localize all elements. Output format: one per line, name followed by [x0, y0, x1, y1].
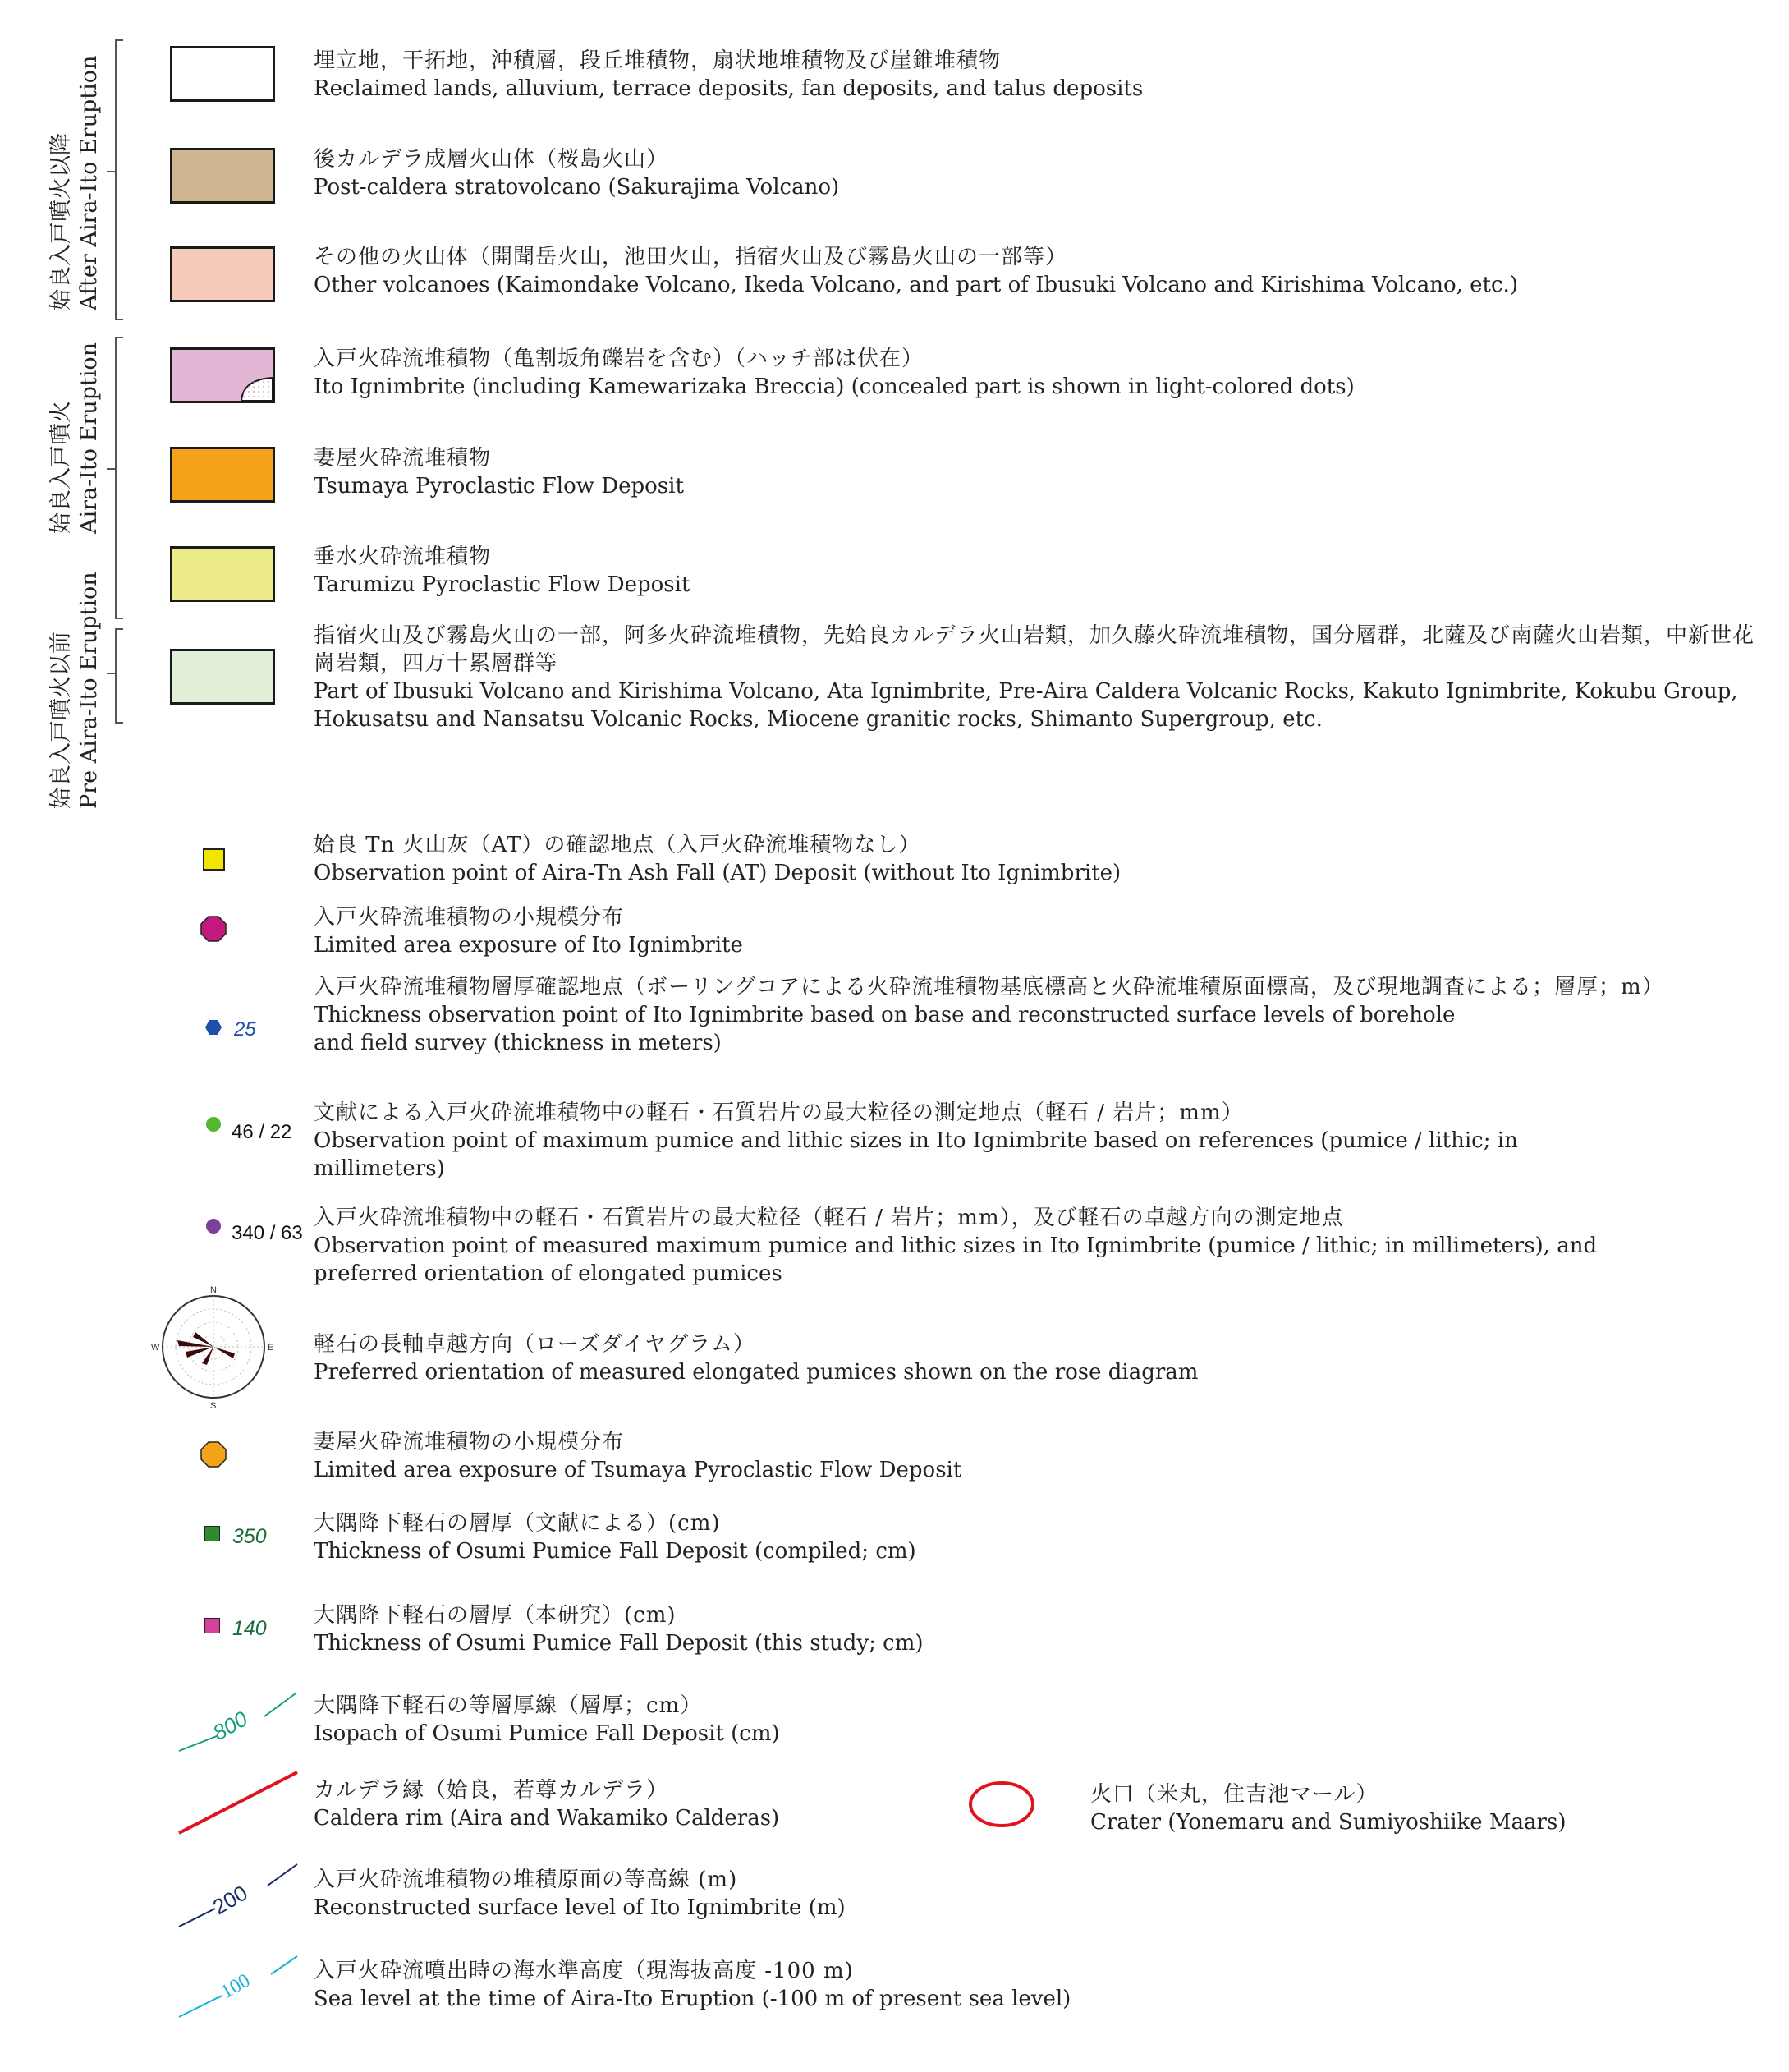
green-square-icon	[204, 1526, 220, 1541]
symbol-jp: 妻屋火砕流堆積物の小規模分布	[314, 1430, 625, 1454]
unit-jp: 妻屋火砕流堆積物	[314, 446, 492, 471]
symbol-en: Caldera rim (Aira and Wakamiko Calderas)	[314, 1806, 780, 1831]
symbol-jp: 軽石の長軸卓越方向（ローズダイヤグラム）	[314, 1332, 755, 1357]
crater-ellipse-icon	[965, 1778, 1039, 1831]
unit-text-ito-ignimbrite	[314, 345, 1355, 401]
symbol-text-caldera-rim	[314, 1776, 779, 1832]
contour-value-label: 200	[209, 1880, 252, 1920]
rose-diagram-icon	[148, 1281, 279, 1413]
unit-swatch-other-volcanoes	[170, 246, 275, 302]
unit-text-sakurajima	[314, 145, 839, 201]
symbol-en: Observation point of maximum pumice and lithic sizes in Ito Ignimbrite based on references (pumice / lithic; in millimeters)	[314, 1128, 1518, 1181]
unit-jp: 埋立地，干拓地，沖積層，段丘堆積物，扇状地堆積物及び崖錐堆積物	[314, 48, 1002, 73]
symbol-text-tsumaya-exposure	[314, 1428, 961, 1484]
group-label-eruption	[48, 342, 103, 534]
symbol-text-thickness	[314, 973, 1664, 1057]
symbol-text-sea-level	[314, 1957, 1071, 2013]
unit-en: Reclaimed lands, alluvium, terrace deposits, fan deposits, and talus deposits	[314, 76, 1144, 101]
unit-en: Other volcanoes (Kaimondake Volcano, Ikeda Volcano, and part of Ibusuki Volcano and Kirishima Volcano, etc.)	[314, 273, 1518, 297]
concealed-dots-icon	[172, 350, 273, 401]
symbol-en: Observation point of measured maximum pumice and lithic sizes in Ito Ignimbrite (pumice / lithic; in millimeters), and preferred orientation of elongated pumices	[314, 1234, 1598, 1286]
symbol-jp: 文献による入戸火砕流堆積物中の軽石・石質岩片の最大粒径の測定地点（軽石 / 岩片；mm）	[314, 1100, 1244, 1125]
sea-level-line-icon	[172, 1948, 304, 2022]
group-label-after	[48, 56, 103, 310]
caldera-rim-line-icon	[172, 1766, 304, 1840]
unit-swatch-sakurajima	[170, 148, 275, 204]
group-label-eruption-jp: 姶良入戸噴火	[48, 401, 74, 534]
unit-jp: 指宿火山及び霧島火山の一部，阿多火砕流堆積物，先姶良カルデラ火山岩類，加久藤火砕流堆積物，国分層群，北薩及び南薩火山岩類，中新世花崗岩類，四万十累層群等	[314, 623, 1755, 676]
pumice-lithic-reference-value: 46 / 22	[232, 1121, 292, 1143]
symbol-text-at-ash	[314, 831, 1121, 887]
symbol-jp: 入戸火砕流堆積物層厚確認地点（ボーリングコアによる火砕流堆積物基底標高と火砕流堆積原面標高，及び現地調査による；層厚；m）	[314, 975, 1664, 999]
symbol-jp: 大隅降下軽石の層厚（文献による）(cm)	[314, 1511, 721, 1536]
symbol-en: Isopach of Osumi Pumice Fall Deposit (cm)	[314, 1721, 780, 1746]
unit-en: Part of Ibusuki Volcano and Kirishima Volcano, Ata Ignimbrite, Pre-Aira Caldera Volcanic Rocks, Kakuto Ignimbrite, Kokubu Group, Hokusatsu and Nansatsu Volcanic Rocks, Miocene granitic rocks, Shimanto Supergroup, etc.	[314, 679, 1738, 732]
unit-text-other-volcanoes	[314, 243, 1518, 299]
osumi-this-study-value: 140	[232, 1617, 267, 1640]
compass-n-label: N	[210, 1285, 217, 1295]
unit-en: Tsumaya Pyroclastic Flow Deposit	[314, 474, 684, 498]
unit-jp: 入戸火砕流堆積物（亀割坂角礫岩を含む）（ハッチ部は伏在）	[314, 347, 924, 371]
isopach-value-label: 800	[209, 1706, 252, 1746]
symbol-text-isopach	[314, 1692, 780, 1748]
symbol-en: Thickness of Osumi Pumice Fall Deposit (this study; cm)	[314, 1631, 924, 1656]
symbol-text-osumi-compiled	[314, 1509, 916, 1565]
symbol-text-rose	[314, 1330, 1198, 1386]
green-dot-icon	[205, 1116, 222, 1132]
unit-text-tsumaya	[314, 444, 684, 500]
symbol-text-contour	[314, 1866, 846, 1922]
group-bracket-after	[115, 39, 123, 320]
symbol-en: Limited area exposure of Ito Ignimbrite	[314, 933, 743, 958]
symbol-jp: 大隅降下軽石の層厚（本研究）(cm)	[314, 1603, 677, 1628]
crater-en: Crater (Yonemaru and Sumiyoshiike Maars)	[1090, 1810, 1567, 1835]
contour-line-icon	[172, 1858, 304, 1932]
symbol-en: Observation point of Aira-Tn Ash Fall (AT) Deposit (without Ito Ignimbrite)	[314, 861, 1122, 885]
unit-text-pre-aira	[314, 622, 1759, 733]
symbol-en: Preferred orientation of measured elongated pumices shown on the rose diagram	[314, 1360, 1199, 1385]
sea-level-value-label: -100	[212, 1969, 255, 2007]
symbol-en: Sea level at the time of Aira-Ito Eruption (-100 m of present sea level)	[314, 1987, 1071, 2011]
compass-e-label: E	[268, 1343, 274, 1353]
symbol-en: Thickness observation point of Ito Ignimbrite based on base and reconstructed surface levels of borehole and field survey (thickness in meters)	[314, 1003, 1456, 1055]
symbol-jp: 入戸火砕流堆積物の堆積原面の等高線 (m)	[314, 1868, 738, 1892]
unit-en: Tarumizu Pyroclastic Flow Deposit	[314, 572, 690, 597]
unit-swatch-pre-aira	[170, 649, 275, 705]
crater-jp: 火口（米丸，住吉池マール）	[1090, 1782, 1378, 1807]
symbol-jp: 大隅降下軽石の等層厚線（層厚；cm）	[314, 1693, 703, 1718]
pink-square-icon	[204, 1618, 220, 1633]
yellow-square-icon	[203, 848, 225, 871]
group-label-eruption-en: Aira-Ito Eruption	[76, 342, 102, 534]
unit-jp: その他の火山体（開聞岳火山，池田火山，指宿火山及び霧島火山の一部等）	[314, 245, 1068, 269]
unit-en: Post-caldera stratovolcano (Sakurajima Volcano)	[314, 175, 840, 200]
unit-swatch-tarumizu	[170, 546, 275, 602]
unit-en: Ito Ignimbrite (including Kamewarizaka Breccia) (concealed part is shown in light-colored dots)	[314, 374, 1355, 399]
group-label-pre-jp: 姶良入戸噴火以前	[48, 632, 74, 809]
symbol-en: Limited area exposure of Tsumaya Pyroclastic Flow Deposit	[314, 1458, 962, 1482]
group-bracket-pre	[115, 628, 123, 724]
unit-swatch-alluvium	[170, 46, 275, 102]
unit-text-alluvium	[314, 47, 1143, 103]
compass-w-label: W	[151, 1343, 160, 1353]
group-label-pre	[48, 572, 103, 809]
isopach-line-icon	[172, 1684, 304, 1757]
unit-swatch-tsumaya	[170, 447, 275, 503]
group-label-after-en: After Aira-Ito Eruption	[76, 55, 102, 310]
osumi-compiled-value: 350	[232, 1525, 267, 1548]
group-label-pre-en: Pre Aira-Ito Eruption	[76, 572, 102, 809]
symbol-jp: 入戸火砕流噴出時の海水準高度（現海抜高度 -100 m)	[314, 1959, 854, 1983]
pumice-lithic-measured-value: 340 / 63	[232, 1222, 303, 1244]
symbol-text-osumi-this-study	[314, 1601, 924, 1657]
unit-jp: 後カルデラ成層火山体（桜島火山）	[314, 147, 669, 172]
compass-s-label: S	[210, 1401, 217, 1411]
magenta-octagon-icon	[200, 915, 227, 943]
unit-text-tarumizu	[314, 543, 690, 599]
group-label-after-jp: 姶良入戸噴火以降	[48, 133, 74, 310]
symbol-jp: 入戸火砕流堆積物中の軽石・石質岩片の最大粒径（軽石 / 岩片；mm），及び軽石の卓越方向の測定地点	[314, 1206, 1344, 1230]
symbol-jp: 姶良 Tn 火山灰（AT）の確認地点（入戸火砕流堆積物なし）	[314, 833, 921, 857]
symbol-text-ito-exposure	[314, 903, 743, 959]
symbol-en: Reconstructed surface level of Ito Ignimbrite (m)	[314, 1895, 846, 1920]
unit-swatch-ito-ignimbrite	[170, 347, 275, 403]
unit-jp: 垂水火砕流堆積物	[314, 544, 492, 569]
symbol-text-reference-sizes	[314, 1099, 1578, 1183]
blue-hexagon-icon	[204, 1019, 222, 1036]
symbol-jp: カルデラ縁（姶良，若尊カルデラ）	[314, 1778, 669, 1803]
symbol-jp: 入戸火砕流堆積物の小規模分布	[314, 905, 625, 930]
purple-dot-icon	[205, 1218, 222, 1234]
orange-octagon-icon	[200, 1440, 227, 1468]
group-bracket-eruption	[115, 337, 123, 619]
crater-text	[1090, 1780, 1566, 1836]
symbol-text-measured-sizes	[314, 1204, 1627, 1288]
symbol-en: Thickness of Osumi Pumice Fall Deposit (compiled; cm)	[314, 1539, 916, 1564]
thickness-value-label: 25	[234, 1018, 256, 1041]
